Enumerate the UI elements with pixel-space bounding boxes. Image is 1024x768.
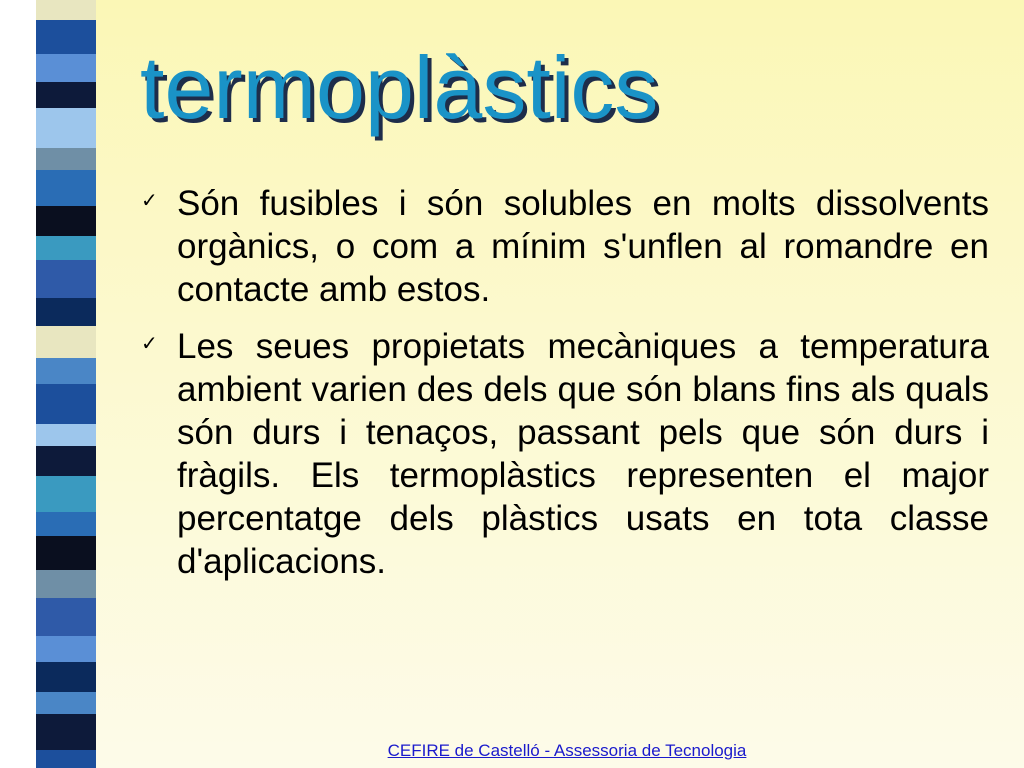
footer-link[interactable]: CEFIRE de Castelló - Assessoria de Tecnologia bbox=[387, 741, 747, 760]
bullet-list bbox=[135, 182, 989, 597]
stripe-band bbox=[36, 260, 96, 298]
stripe-band bbox=[36, 476, 96, 512]
stripe-band bbox=[36, 108, 96, 148]
stripe-band bbox=[36, 0, 96, 20]
stripe-band bbox=[36, 512, 96, 536]
stripe-band bbox=[36, 536, 96, 570]
checkmark-icon: ✓ bbox=[141, 331, 158, 355]
stripe-band bbox=[36, 446, 96, 476]
stripe-band bbox=[36, 692, 96, 714]
bullet-item bbox=[135, 325, 989, 583]
stripe-right-margin bbox=[96, 0, 125, 768]
bullet-item bbox=[135, 182, 989, 311]
stripe-band bbox=[36, 170, 96, 206]
stripe-band bbox=[36, 424, 96, 446]
stripe-band bbox=[36, 236, 96, 260]
stripe-band bbox=[36, 598, 96, 636]
stripe-band bbox=[36, 570, 96, 598]
decorative-stripe-column bbox=[0, 0, 125, 768]
bullet-text: Són fusibles i són solubles en molts dissolvents orgànics, o com a mínim s'unflen al romandre en contacte amb estos. bbox=[177, 184, 989, 309]
stripe-band bbox=[36, 20, 96, 54]
stripe-band bbox=[36, 636, 96, 662]
checkmark-icon: ✓ bbox=[141, 188, 158, 212]
stripe-band bbox=[36, 662, 96, 692]
stripe-band bbox=[36, 384, 96, 424]
bullet-text: Les seues propietats mecàniques a temperatura ambient varien des dels que són blans fins als quals són durs i tenaços, passant pels que són durs i fràgils. Els termoplàstics representen el major percentatge dels plàstics usats en tota classe d'aplicacions. bbox=[177, 327, 989, 581]
stripe-band bbox=[36, 206, 96, 236]
stripe-band bbox=[36, 298, 96, 326]
stripe-band bbox=[36, 326, 96, 358]
slide-title: termoplàstics bbox=[140, 38, 659, 137]
stripe-band bbox=[36, 148, 96, 170]
stripe-band bbox=[36, 358, 96, 384]
stripe-band bbox=[36, 54, 96, 82]
stripe-band bbox=[36, 82, 96, 108]
stripe-left-margin bbox=[0, 0, 36, 768]
